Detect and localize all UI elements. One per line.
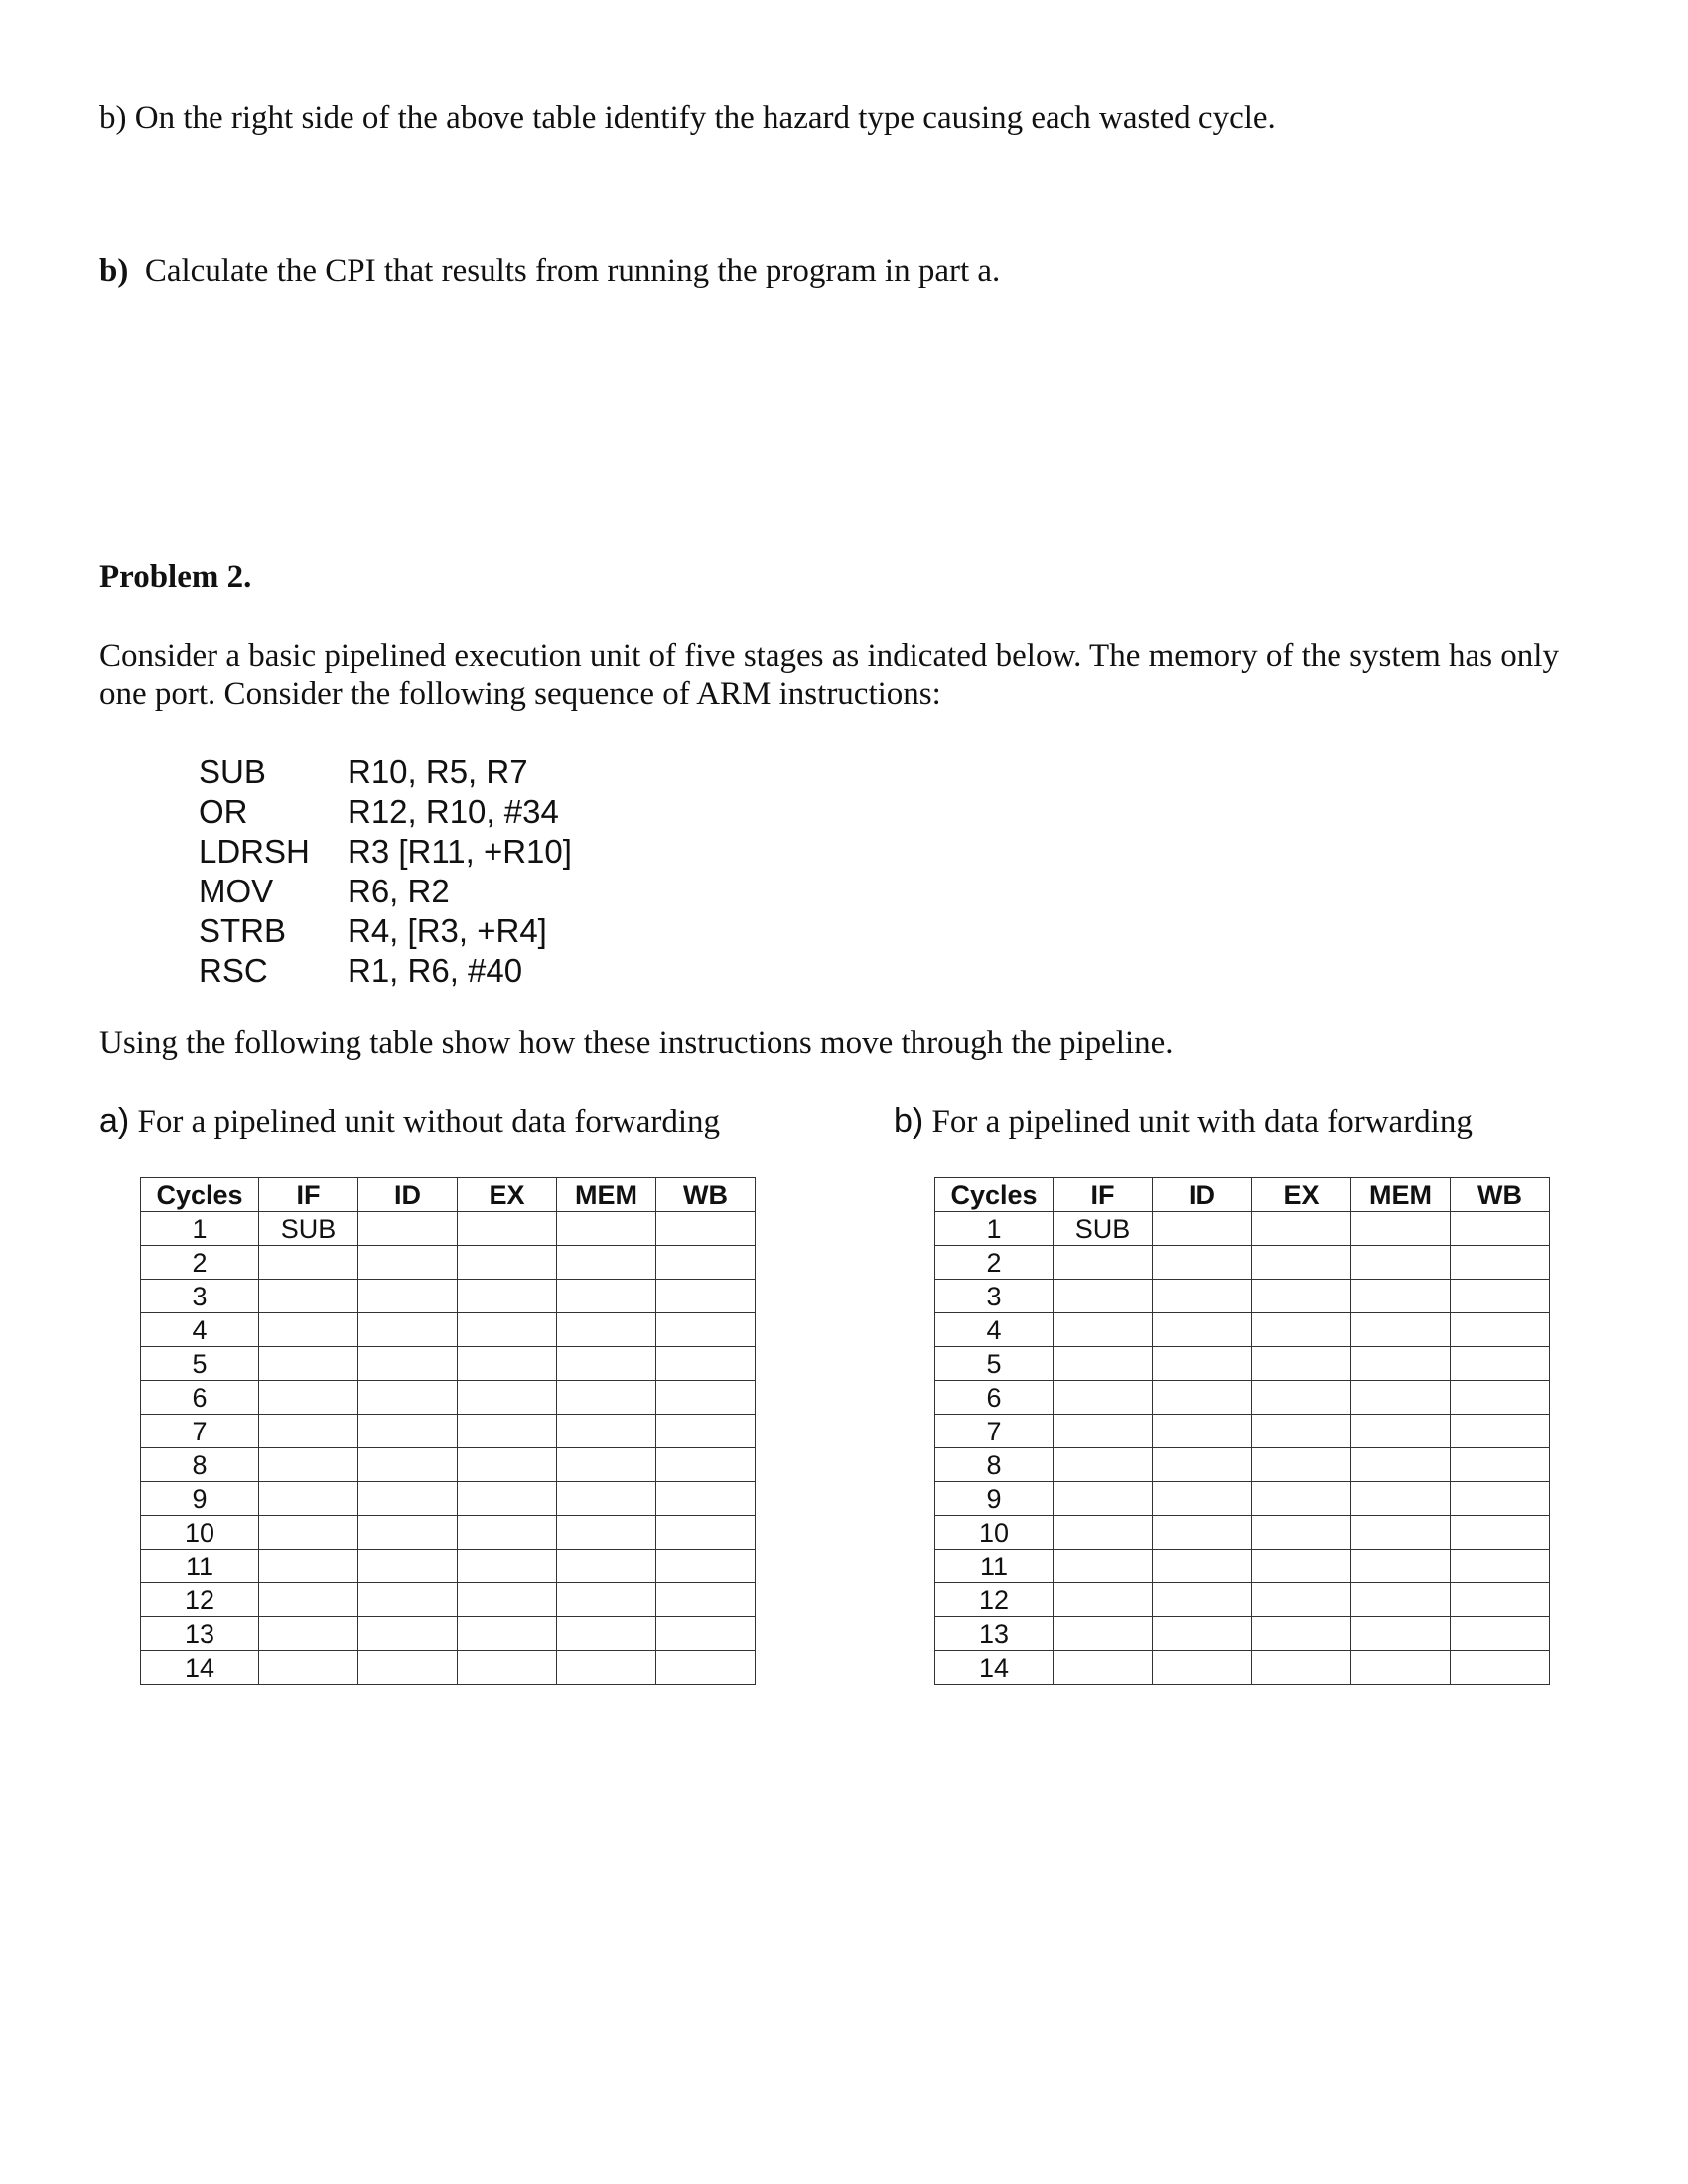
- cycle-number: 11: [935, 1550, 1054, 1583]
- cycle-number: 7: [935, 1415, 1054, 1448]
- stage-cell-id[interactable]: [1153, 1583, 1252, 1617]
- stage-cell-id[interactable]: [1153, 1347, 1252, 1381]
- cycle-number: 6: [141, 1381, 259, 1415]
- stage-cell-wb[interactable]: [656, 1583, 756, 1617]
- stage-cell-mem[interactable]: [557, 1617, 656, 1651]
- cycle-number: 8: [935, 1448, 1054, 1482]
- stage-cell-if[interactable]: [259, 1415, 358, 1448]
- part-a-text: For a pipelined unit without data forwarding: [137, 1104, 721, 1140]
- column-header-id: ID: [358, 1178, 458, 1212]
- table-row: [935, 1313, 1550, 1347]
- cycle-number: 4: [935, 1313, 1054, 1347]
- instruction-row: [199, 752, 572, 792]
- stage-cell-mem[interactable]: [1351, 1617, 1451, 1651]
- cycle-number: 7: [141, 1415, 259, 1448]
- column-header-ex: EX: [1252, 1178, 1351, 1212]
- stage-cell-ex[interactable]: [1252, 1347, 1351, 1381]
- stage-cell-id[interactable]: [358, 1280, 458, 1313]
- stage-cell-mem[interactable]: [557, 1482, 656, 1516]
- stage-cell-mem[interactable]: [1351, 1280, 1451, 1313]
- table-row: [141, 1482, 756, 1516]
- stage-cell-if[interactable]: [1054, 1246, 1153, 1280]
- stage-cell-if[interactable]: [259, 1651, 358, 1685]
- stage-cell-wb[interactable]: [1451, 1651, 1550, 1685]
- problem1-part-b-hazard-text: b) On the right side of the above table identify the hazard type causing each wasted cycle.: [99, 100, 1276, 136]
- instruction-operands: R12, R10, #34: [348, 793, 559, 830]
- problem1-part-b-cpi-text: Calculate the CPI that results from running the program in part a.: [144, 253, 1001, 289]
- part-b-label: b): [894, 1102, 924, 1140]
- instruction-operands: R1, R6, #40: [348, 952, 523, 989]
- stage-cell-id[interactable]: [358, 1482, 458, 1516]
- stage-cell-ex[interactable]: [1252, 1313, 1351, 1347]
- column-header-wb: WB: [1451, 1178, 1550, 1212]
- cycle-number: 9: [141, 1482, 259, 1516]
- stage-cell-if[interactable]: [259, 1347, 358, 1381]
- stage-cell-ex[interactable]: [1252, 1482, 1351, 1516]
- stage-cell-wb[interactable]: [1451, 1246, 1550, 1280]
- stage-cell-if[interactable]: [259, 1246, 358, 1280]
- instruction-row: [199, 951, 572, 991]
- stage-cell-mem[interactable]: [557, 1347, 656, 1381]
- table-row: [935, 1516, 1550, 1550]
- stage-cell-ex[interactable]: [1252, 1448, 1351, 1482]
- stage-cell-wb[interactable]: [656, 1651, 756, 1685]
- table-row: [935, 1617, 1550, 1651]
- stage-cell-id[interactable]: [1153, 1246, 1252, 1280]
- stage-cell-mem[interactable]: [1351, 1381, 1451, 1415]
- stage-cell-ex[interactable]: [1252, 1246, 1351, 1280]
- stage-cell-mem[interactable]: [557, 1280, 656, 1313]
- stage-cell-mem[interactable]: [557, 1212, 656, 1246]
- column-header-ex: EX: [458, 1178, 557, 1212]
- stage-cell-wb[interactable]: [656, 1280, 756, 1313]
- stage-cell-ex[interactable]: [458, 1280, 557, 1313]
- stage-cell-mem[interactable]: [1351, 1651, 1451, 1685]
- problem1-part-b-cpi: [99, 252, 1000, 290]
- stage-cell-if[interactable]: [1054, 1347, 1153, 1381]
- stage-cell-if[interactable]: [259, 1280, 358, 1313]
- stage-cell-wb[interactable]: [1451, 1313, 1550, 1347]
- stage-cell-if[interactable]: [1054, 1482, 1153, 1516]
- table-header-row: [141, 1178, 756, 1212]
- stage-cell-wb[interactable]: [656, 1212, 756, 1246]
- stage-cell-mem[interactable]: [557, 1313, 656, 1347]
- stage-cell-ex[interactable]: [458, 1212, 557, 1246]
- stage-cell-ex[interactable]: [1252, 1212, 1351, 1246]
- table-row: [935, 1583, 1550, 1617]
- part-a-heading: [99, 1102, 720, 1141]
- stage-cell-if[interactable]: [259, 1583, 358, 1617]
- column-header-cycles: Cycles: [141, 1178, 259, 1212]
- cycle-number: 10: [141, 1516, 259, 1550]
- stage-cell-if[interactable]: [259, 1550, 358, 1583]
- stage-cell-wb[interactable]: [656, 1381, 756, 1415]
- stage-cell-if[interactable]: [1054, 1415, 1153, 1448]
- cycle-number: 14: [935, 1651, 1054, 1685]
- stage-cell-if[interactable]: [1054, 1313, 1153, 1347]
- instruction-operands: R4, [R3, +R4]: [348, 912, 547, 949]
- table-row: [935, 1280, 1550, 1313]
- column-header-wb: WB: [656, 1178, 756, 1212]
- table-row: [141, 1381, 756, 1415]
- stage-cell-if[interactable]: [1054, 1550, 1153, 1583]
- stage-cell-ex[interactable]: [458, 1381, 557, 1415]
- stage-cell-mem[interactable]: [557, 1381, 656, 1415]
- part-b-heading: [894, 1102, 1473, 1141]
- problem2-intro-line2: one port. Consider the following sequence of ARM instructions:: [99, 676, 941, 712]
- stage-cell-if[interactable]: [1054, 1448, 1153, 1482]
- stage-cell-if[interactable]: SUB: [1054, 1212, 1153, 1246]
- table-row: [141, 1347, 756, 1381]
- column-header-id: ID: [1153, 1178, 1252, 1212]
- stage-cell-ex[interactable]: [1252, 1617, 1351, 1651]
- instruction-row: [199, 911, 572, 951]
- table-row: [141, 1212, 756, 1246]
- instruction-operands: R6, R2: [348, 873, 450, 909]
- stage-cell-id[interactable]: [358, 1617, 458, 1651]
- stage-cell-if[interactable]: [1054, 1617, 1153, 1651]
- table-row: [935, 1482, 1550, 1516]
- stage-cell-wb[interactable]: [1451, 1415, 1550, 1448]
- stage-cell-wb[interactable]: [1451, 1381, 1550, 1415]
- stage-cell-id[interactable]: [358, 1347, 458, 1381]
- instruction-opcode: MOV: [199, 873, 274, 909]
- table-row: [141, 1583, 756, 1617]
- table-row: [935, 1347, 1550, 1381]
- stage-cell-wb[interactable]: [656, 1516, 756, 1550]
- stage-cell-id[interactable]: [358, 1381, 458, 1415]
- stage-cell-mem[interactable]: [557, 1550, 656, 1583]
- stage-cell-id[interactable]: [358, 1313, 458, 1347]
- table-row: [141, 1516, 756, 1550]
- part-b-text: For a pipelined unit with data forwarding: [931, 1104, 1473, 1140]
- stage-cell-mem[interactable]: [1351, 1482, 1451, 1516]
- stage-cell-mem[interactable]: [1351, 1347, 1451, 1381]
- stage-cell-if[interactable]: [1054, 1280, 1153, 1313]
- problem2-title: Problem 2.: [99, 559, 252, 595]
- stage-cell-mem[interactable]: [557, 1415, 656, 1448]
- stage-cell-id[interactable]: [1153, 1651, 1252, 1685]
- cycle-number: 1: [935, 1212, 1054, 1246]
- stage-cell-id[interactable]: [1153, 1482, 1252, 1516]
- stage-cell-if[interactable]: [1054, 1516, 1153, 1550]
- cycle-number: 14: [141, 1651, 259, 1685]
- table-row: [141, 1415, 756, 1448]
- stage-cell-id[interactable]: [1153, 1415, 1252, 1448]
- stage-cell-id[interactable]: [1153, 1617, 1252, 1651]
- cycle-number: 13: [141, 1617, 259, 1651]
- cycle-number: 11: [141, 1550, 259, 1583]
- table-row: [935, 1550, 1550, 1583]
- cycle-number: 3: [935, 1280, 1054, 1313]
- stage-cell-id[interactable]: [358, 1212, 458, 1246]
- stage-cell-id[interactable]: [358, 1246, 458, 1280]
- stage-cell-ex[interactable]: [458, 1583, 557, 1617]
- stage-cell-wb[interactable]: [656, 1415, 756, 1448]
- stage-cell-id[interactable]: [358, 1415, 458, 1448]
- table-instruction-text: Using the following table show how these instructions move through the pipeline.: [99, 1025, 1174, 1061]
- cycle-number: 2: [141, 1246, 259, 1280]
- stage-cell-mem[interactable]: [1351, 1448, 1451, 1482]
- stage-cell-wb[interactable]: [656, 1448, 756, 1482]
- cycle-number: 1: [141, 1212, 259, 1246]
- stage-cell-mem[interactable]: [1351, 1583, 1451, 1617]
- stage-cell-wb[interactable]: [1451, 1280, 1550, 1313]
- stage-cell-ex[interactable]: [1252, 1583, 1351, 1617]
- stage-cell-ex[interactable]: [1252, 1415, 1351, 1448]
- instruction-row: [199, 792, 572, 832]
- table-row: [935, 1246, 1550, 1280]
- instruction-operands: R10, R5, R7: [348, 753, 528, 790]
- column-header-if: IF: [1054, 1178, 1153, 1212]
- table-header-row: [935, 1178, 1550, 1212]
- cycle-number: 9: [935, 1482, 1054, 1516]
- cycle-number: 13: [935, 1617, 1054, 1651]
- table-row: [935, 1448, 1550, 1482]
- stage-cell-if[interactable]: [259, 1381, 358, 1415]
- stage-cell-id[interactable]: [1153, 1550, 1252, 1583]
- cycle-number: 5: [141, 1347, 259, 1381]
- stage-cell-mem[interactable]: [557, 1516, 656, 1550]
- instruction-opcode: RSC: [199, 952, 268, 989]
- stage-cell-id[interactable]: [1153, 1313, 1252, 1347]
- stage-cell-ex[interactable]: [1252, 1280, 1351, 1313]
- table-row: [141, 1617, 756, 1651]
- cycle-number: 10: [935, 1516, 1054, 1550]
- stage-cell-id[interactable]: [1153, 1448, 1252, 1482]
- stage-cell-wb[interactable]: [656, 1347, 756, 1381]
- stage-cell-if[interactable]: SUB: [259, 1212, 358, 1246]
- table-row: [141, 1313, 756, 1347]
- stage-cell-wb[interactable]: [656, 1246, 756, 1280]
- table-row: [141, 1448, 756, 1482]
- column-header-cycles: Cycles: [935, 1178, 1054, 1212]
- instruction-sequence: [199, 752, 572, 991]
- table-row: [141, 1280, 756, 1313]
- stage-cell-ex[interactable]: [1252, 1651, 1351, 1685]
- cycle-number: 6: [935, 1381, 1054, 1415]
- stage-cell-id[interactable]: [1153, 1381, 1252, 1415]
- stage-cell-ex[interactable]: [458, 1516, 557, 1550]
- stage-cell-wb[interactable]: [656, 1313, 756, 1347]
- cycle-number: 5: [935, 1347, 1054, 1381]
- stage-cell-id[interactable]: [1153, 1280, 1252, 1313]
- stage-cell-id[interactable]: [358, 1651, 458, 1685]
- table-row: [141, 1550, 756, 1583]
- stage-cell-ex[interactable]: [458, 1246, 557, 1280]
- stage-cell-mem[interactable]: [557, 1583, 656, 1617]
- stage-cell-id[interactable]: [1153, 1212, 1252, 1246]
- stage-cell-id[interactable]: [1153, 1516, 1252, 1550]
- stage-cell-wb[interactable]: [1451, 1550, 1550, 1583]
- stage-cell-mem[interactable]: [1351, 1516, 1451, 1550]
- cycle-number: 8: [141, 1448, 259, 1482]
- stage-cell-ex[interactable]: [458, 1313, 557, 1347]
- table-row: [141, 1651, 756, 1685]
- instruction-opcode: LDRSH: [199, 833, 310, 870]
- column-header-mem: MEM: [557, 1178, 656, 1212]
- stage-cell-wb[interactable]: [656, 1617, 756, 1651]
- cycle-number: 3: [141, 1280, 259, 1313]
- column-header-mem: MEM: [1351, 1178, 1451, 1212]
- stage-cell-id[interactable]: [358, 1583, 458, 1617]
- table-row: [141, 1246, 756, 1280]
- stage-cell-mem[interactable]: [1351, 1246, 1451, 1280]
- stage-cell-mem[interactable]: [1351, 1212, 1451, 1246]
- stage-cell-id[interactable]: [358, 1550, 458, 1583]
- column-header-if: IF: [259, 1178, 358, 1212]
- stage-cell-mem[interactable]: [557, 1246, 656, 1280]
- stage-cell-wb[interactable]: [1451, 1212, 1550, 1246]
- stage-cell-if[interactable]: [1054, 1583, 1153, 1617]
- stage-cell-if[interactable]: [259, 1617, 358, 1651]
- stage-cell-ex[interactable]: [458, 1448, 557, 1482]
- problem2-intro-line1: Consider a basic pipelined execution unit of five stages as indicated below. The memory of the system has only: [99, 638, 1559, 674]
- stage-cell-wb[interactable]: [1451, 1583, 1550, 1617]
- cycle-number: 12: [141, 1583, 259, 1617]
- part-a-label: a): [99, 1102, 130, 1140]
- instruction-operands: R3 [R11, +R10]: [348, 833, 572, 870]
- stage-cell-wb[interactable]: [1451, 1448, 1550, 1482]
- table-row: [935, 1212, 1550, 1246]
- stage-cell-ex[interactable]: [458, 1550, 557, 1583]
- stage-cell-wb[interactable]: [656, 1550, 756, 1583]
- stage-cell-id[interactable]: [358, 1516, 458, 1550]
- stage-cell-ex[interactable]: [458, 1482, 557, 1516]
- table-row: [935, 1415, 1550, 1448]
- cycle-number: 2: [935, 1246, 1054, 1280]
- stage-cell-if[interactable]: [259, 1516, 358, 1550]
- pipeline-table-no-forwarding: [140, 1177, 756, 1685]
- instruction-opcode: STRB: [199, 912, 287, 949]
- stage-cell-wb[interactable]: [1451, 1617, 1550, 1651]
- stage-cell-if[interactable]: [1054, 1651, 1153, 1685]
- stage-cell-id[interactable]: [358, 1448, 458, 1482]
- stage-cell-ex[interactable]: [458, 1347, 557, 1381]
- stage-cell-if[interactable]: [259, 1448, 358, 1482]
- instruction-row: [199, 832, 572, 872]
- table-row: [935, 1651, 1550, 1685]
- instruction-opcode: OR: [199, 793, 248, 830]
- stage-cell-wb[interactable]: [656, 1482, 756, 1516]
- stage-cell-ex[interactable]: [458, 1617, 557, 1651]
- stage-cell-wb[interactable]: [1451, 1482, 1550, 1516]
- pipeline-table-with-forwarding: [934, 1177, 1550, 1685]
- stage-cell-if[interactable]: [259, 1482, 358, 1516]
- stage-cell-mem[interactable]: [557, 1651, 656, 1685]
- stage-cell-ex[interactable]: [458, 1651, 557, 1685]
- stage-cell-wb[interactable]: [1451, 1516, 1550, 1550]
- problem1-part-b-cpi-label: b): [99, 253, 129, 289]
- stage-cell-ex[interactable]: [1252, 1516, 1351, 1550]
- stage-cell-if[interactable]: [1054, 1381, 1153, 1415]
- instruction-row: [199, 872, 572, 911]
- cycle-number: 4: [141, 1313, 259, 1347]
- stage-cell-ex[interactable]: [1252, 1550, 1351, 1583]
- stage-cell-if[interactable]: [259, 1313, 358, 1347]
- instruction-opcode: SUB: [199, 753, 266, 790]
- stage-cell-mem[interactable]: [1351, 1550, 1451, 1583]
- stage-cell-wb[interactable]: [1451, 1347, 1550, 1381]
- stage-cell-ex[interactable]: [458, 1415, 557, 1448]
- table-row: [935, 1381, 1550, 1415]
- stage-cell-ex[interactable]: [1252, 1381, 1351, 1415]
- stage-cell-mem[interactable]: [1351, 1313, 1451, 1347]
- stage-cell-mem[interactable]: [1351, 1415, 1451, 1448]
- stage-cell-mem[interactable]: [557, 1448, 656, 1482]
- cycle-number: 12: [935, 1583, 1054, 1617]
